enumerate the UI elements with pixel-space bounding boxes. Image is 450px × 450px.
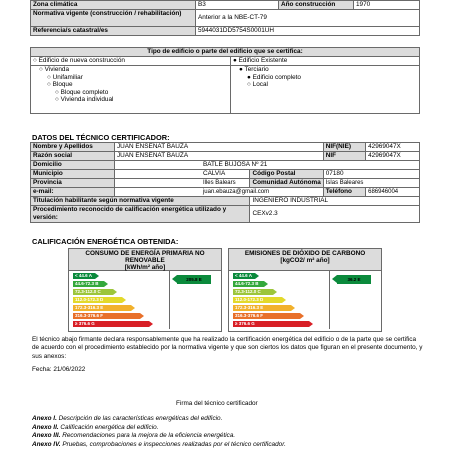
scale-bar: 172.3-316.3 E [73, 305, 131, 311]
statement-text: El técnico abajo firmante declara responsablemente que ha realizado la certificación energética del edificio o de la parte que se certifica de acuerdo con el procedimiento establecido por la normativa vigente y que son ciertos los datos que figuran en el presente documento, y sus anexos: [32, 336, 423, 360]
province-label: Provincia [31, 179, 115, 188]
scale-bar: 316.3-376.6 F [233, 313, 300, 319]
option-vivienda[interactable]: ○ Vivienda [39, 66, 70, 73]
nif-label: NIF(NIE) [323, 143, 365, 152]
energy-rating-arrow: 205.8 E [177, 275, 211, 284]
address-value: BATLE BUJOSA Nº 21 [114, 161, 419, 170]
scale-bar: 72.3-112.0 C [73, 289, 113, 295]
zip-label: Código Postal [250, 170, 323, 179]
option-local[interactable]: ○ Local [247, 81, 268, 89]
scale-bar: 172.3-316.3 E [233, 305, 291, 311]
construction-year-value: 1970 [354, 1, 420, 10]
technician-table [30, 142, 420, 223]
scale-bar: ≥ 376.6 G [233, 321, 309, 327]
energy-unit: [kWh/m² año] [124, 264, 166, 271]
energy-header: CONSUMO DE ENERGÍA PRIMARIA NO RENOVABLE [kWh/m² año] [69, 249, 221, 271]
nif2-label: NIF [323, 152, 365, 161]
region-label: Comunidad Autónoma [250, 179, 323, 188]
phone-label: Teléfono [323, 188, 365, 197]
scale-bar: 316.3-376.6 F [73, 313, 140, 319]
co2-unit: [kgCO2/ m² año] [280, 257, 330, 264]
scale-bar: 112.0-172.3 D [73, 297, 122, 303]
email-label: e-mail: [31, 188, 115, 197]
nif2-value: 42969047X [366, 152, 420, 161]
email-value: juan.ebauza@gmail.com [114, 188, 323, 197]
residential-options [31, 66, 231, 114]
city-label: Municipio [31, 170, 115, 179]
annex-item: Anexo IV. Pruebas, comprobaciones e inspecciones realizadas por el técnico certificador. [32, 440, 286, 448]
building-table [30, 0, 420, 36]
procedure-label: Procedimiento reconocido de calificación energética utilizado y versión: [31, 206, 250, 223]
cert-type-header: Tipo de edificio o parte del edificio que se certifica: [31, 48, 420, 57]
annex-item: Anexo I. Descripción de las características energéticas del edificio. [32, 415, 223, 422]
regulation-label: Normativa vigente (construcción / rehabilitación) [31, 10, 196, 27]
scale-bar: ≥ 376.6 G [73, 321, 149, 327]
co2-header: EMISIONES DE DIÓXIDO DE CARBONO [kgCO2/ m² año] [229, 249, 381, 271]
procedure-value: CEXv2.3 [250, 206, 420, 223]
signature-label: Firma del técnico certificador [176, 400, 258, 407]
energy-rating-box [68, 248, 222, 332]
rating-title: CALIFICACIÓN ENERGÉTICA OBTENIDA: [32, 237, 179, 246]
zip-value: 07180 [323, 170, 419, 179]
company-value: JUAN ENSEÑAT BAUZA [114, 152, 323, 161]
city-value: CALVIA [114, 170, 250, 179]
cadastral-label: Referencia/s catastral/es [31, 27, 196, 36]
scale-bar: < 44.6 A [73, 273, 95, 279]
annex-list [32, 415, 286, 449]
scale-bar: 112.0-172.3 D [233, 297, 282, 303]
technician-title: DATOS DEL TÉCNICO CERTIFICADOR: [32, 133, 170, 142]
option-bloque-completo[interactable]: ○ Bloque completo [55, 88, 109, 96]
cadastral-value: 5944031DD5754S0001UH [196, 27, 420, 36]
scale-bar: 44.6-72.3 B [73, 281, 104, 287]
option-bloque[interactable]: ○ Bloque [47, 81, 73, 89]
address-label: Domicilio [31, 161, 115, 170]
option-edificio-completo[interactable]: ● Edificio completo [247, 73, 301, 81]
province-value: Illes Balears [114, 179, 250, 188]
option-unifamiliar[interactable]: ○ Unifamiliar [47, 73, 83, 81]
name-value: JUAN ENSEÑAT BAUZA [114, 143, 323, 152]
company-label: Razón social [31, 152, 115, 161]
degree-value: INGENIERO INDUSTRIAL [250, 197, 420, 206]
existing-building-option[interactable]: ● Edificio Existente [231, 57, 420, 66]
scale-bar: < 44.6 A [233, 273, 255, 279]
phone-value: 686946004 [366, 188, 420, 197]
co2-rating-arrow: 36.2 E [337, 275, 371, 284]
cert-type-table [30, 47, 420, 114]
annex-item: Anexo II. Calificación energética del edificio. [32, 423, 159, 431]
date-text: Fecha: 21/06/2022 [32, 366, 86, 373]
construction-year-label: Año construcción [279, 1, 354, 10]
scale-bar: 44.6-72.3 B [233, 281, 264, 287]
name-label: Nombre y Apellidos [31, 143, 115, 152]
nif-value: 42969047X [366, 143, 420, 152]
new-building-option[interactable]: ○ Edificio de nueva construcción [31, 57, 231, 66]
climate-zone-value: B3 [196, 1, 279, 10]
annex-item: Anexo III. Recomendaciones para la mejora de la eficiencia energética. [32, 432, 236, 440]
degree-label: Titulación habilitante según normativa vigente [31, 197, 250, 206]
scale-bar: 72.3-112.0 C [233, 289, 273, 295]
tertiary-options [231, 66, 420, 114]
regulation-value: Anterior a la NBE-CT-79 [196, 10, 420, 27]
region-value: Islas Baleares [323, 179, 419, 188]
co2-rating-box [228, 248, 382, 332]
option-vivienda-individual[interactable]: ○ Vivienda individual [55, 96, 114, 104]
climate-zone-label: Zona climática [31, 1, 196, 10]
option-terciario[interactable]: ● Terciario [239, 66, 269, 73]
